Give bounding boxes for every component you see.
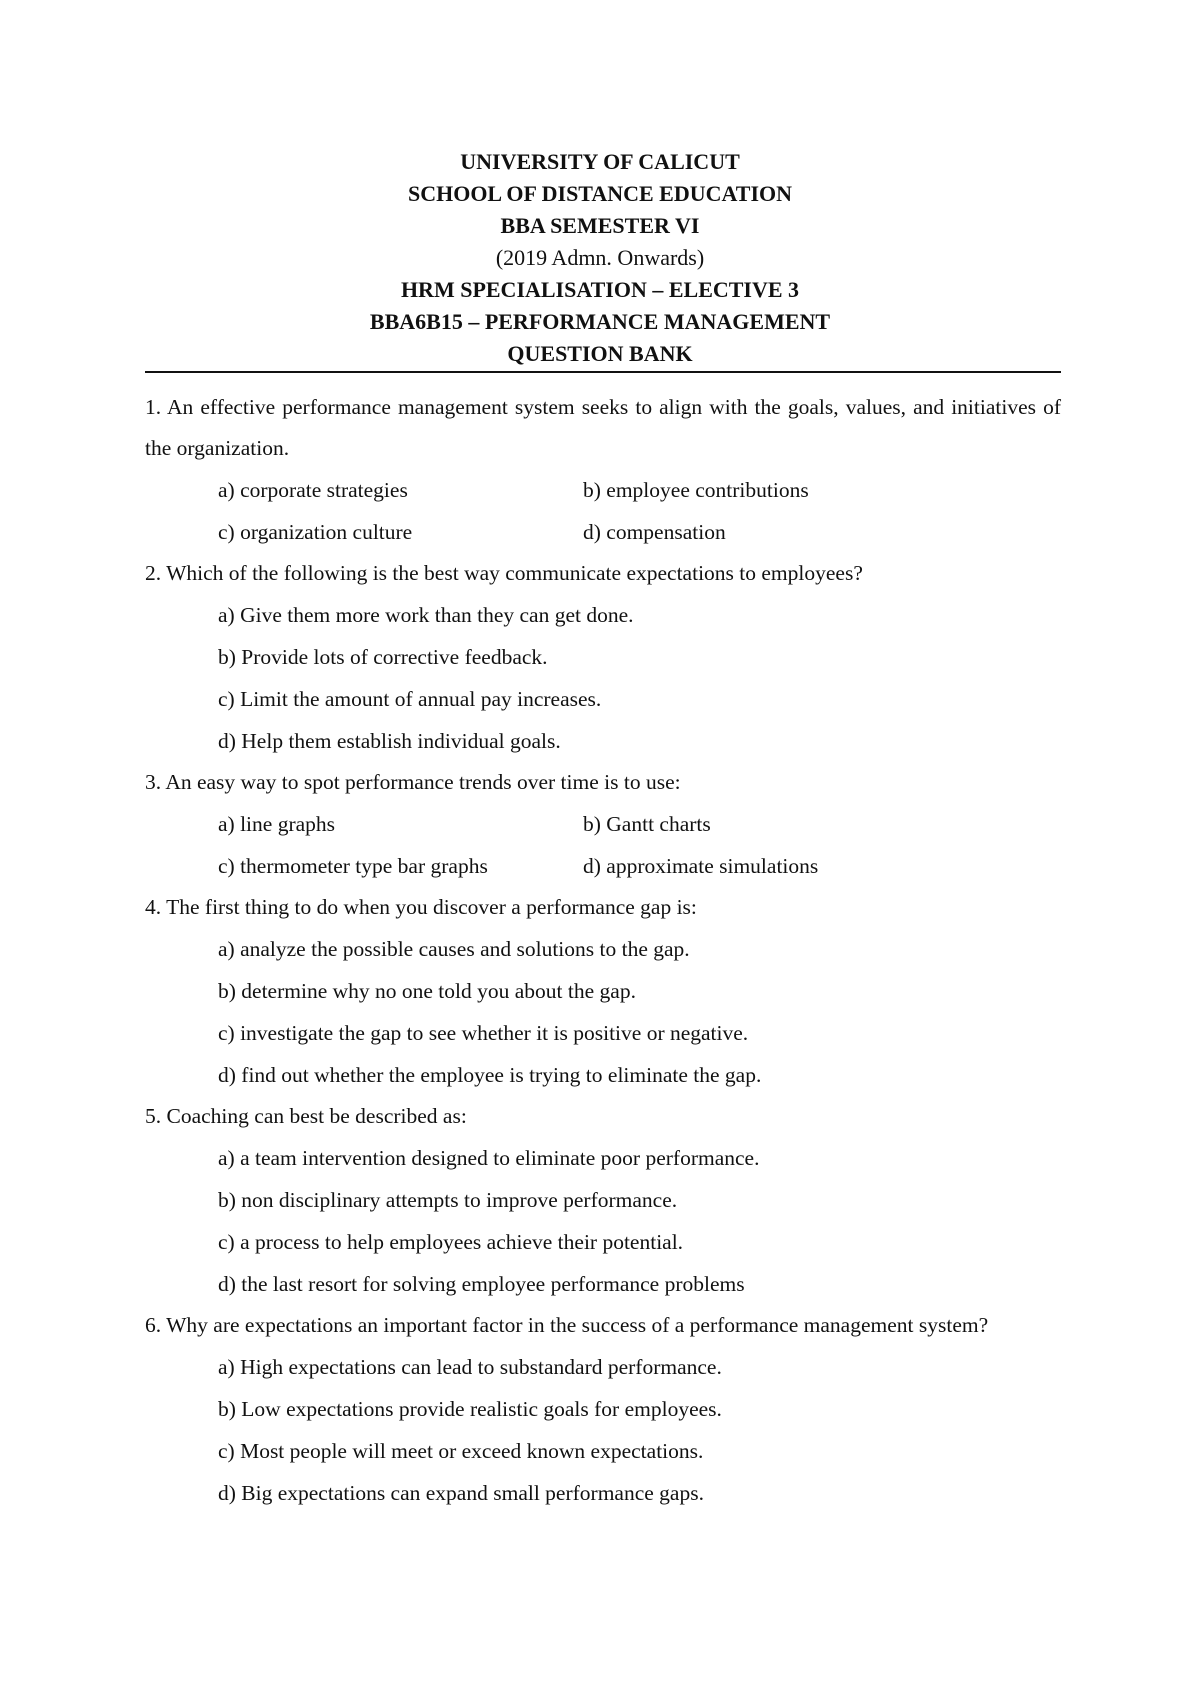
question-list [145, 387, 1061, 1514]
question-2 [145, 553, 1061, 762]
option-b: b) employee contributions [583, 478, 809, 502]
option-a: a) Give them more work than they can get done. [218, 603, 634, 627]
question-stem: 6. Why are expectations an important factor in the success of a performance management system? [145, 1313, 989, 1337]
question-6 [145, 1305, 1061, 1514]
option-a: a) corporate strategies [218, 478, 408, 502]
school-name: SCHOOL OF DISTANCE EDUCATION [407, 181, 793, 206]
option-b: b) Provide lots of corrective feedback. [218, 645, 548, 669]
question-stem: 1. An effective performance management system seeks to align with the goals, values, and initiatives of the organization. [145, 395, 1061, 460]
option-a: a) line graphs [218, 812, 336, 836]
question-stem: 4. The first thing to do when you discover a performance gap is: [145, 895, 697, 919]
option-b: b) Low expectations provide realistic goals for employees. [218, 1397, 722, 1421]
option-a: a) analyze the possible causes and solutions to the gap. [218, 937, 690, 961]
option-a: a) a team intervention designed to eliminate poor performance. [218, 1146, 760, 1170]
question-4 [145, 887, 1061, 1096]
question-stem: 3. An easy way to spot performance trends over time is to use: [145, 770, 681, 794]
option-d: d) approximate simulations [583, 854, 819, 878]
option-d: d) the last resort for solving employee performance problems [218, 1272, 745, 1296]
option-b: b) determine why no one told you about the gap. [218, 979, 636, 1003]
question-5 [145, 1096, 1061, 1305]
programme: BBA SEMESTER VI [500, 213, 700, 238]
option-list [145, 928, 1061, 1096]
option-d: d) Big expectations can expand small performance gaps. [218, 1481, 704, 1505]
option-d: d) compensation [583, 520, 726, 544]
option-b: b) non disciplinary attempts to improve performance. [218, 1188, 678, 1212]
option-list [145, 803, 1061, 887]
course-title: BBA6B15 – PERFORMANCE MANAGEMENT [369, 309, 831, 334]
option-c: c) investigate the gap to see whether it is positive or negative. [218, 1021, 749, 1045]
document-header [0, 146, 1200, 370]
option-list [145, 469, 1061, 553]
option-c: c) thermometer type bar graphs [218, 854, 488, 878]
header-divider [145, 371, 1061, 373]
option-c: c) Limit the amount of annual pay increases. [218, 687, 602, 711]
question-stem: 2. Which of the following is the best way communicate expectations to employees? [145, 561, 863, 585]
question-stem: 5. Coaching can best be described as: [145, 1104, 467, 1128]
option-a: a) High expectations can lead to substandard performance. [218, 1355, 722, 1379]
university-name: UNIVERSITY OF CALICUT [460, 149, 740, 174]
option-b: b) Gantt charts [583, 812, 711, 836]
admission-note: (2019 Admn. Onwards) [495, 245, 705, 270]
option-list [145, 1346, 1061, 1514]
option-d: d) Help them establish individual goals. [218, 729, 561, 753]
option-d: d) find out whether the employee is trying to eliminate the gap. [218, 1063, 762, 1087]
option-c: c) a process to help employees achieve their potential. [218, 1230, 684, 1254]
document-title: QUESTION BANK [507, 341, 693, 366]
question-3 [145, 762, 1061, 887]
option-list [145, 1137, 1061, 1305]
option-c: c) Most people will meet or exceed known expectations. [218, 1439, 704, 1463]
question-1 [145, 387, 1061, 553]
option-list [145, 594, 1061, 762]
option-c: c) organization culture [218, 520, 413, 544]
specialisation: HRM SPECIALISATION – ELECTIVE 3 [400, 277, 800, 302]
